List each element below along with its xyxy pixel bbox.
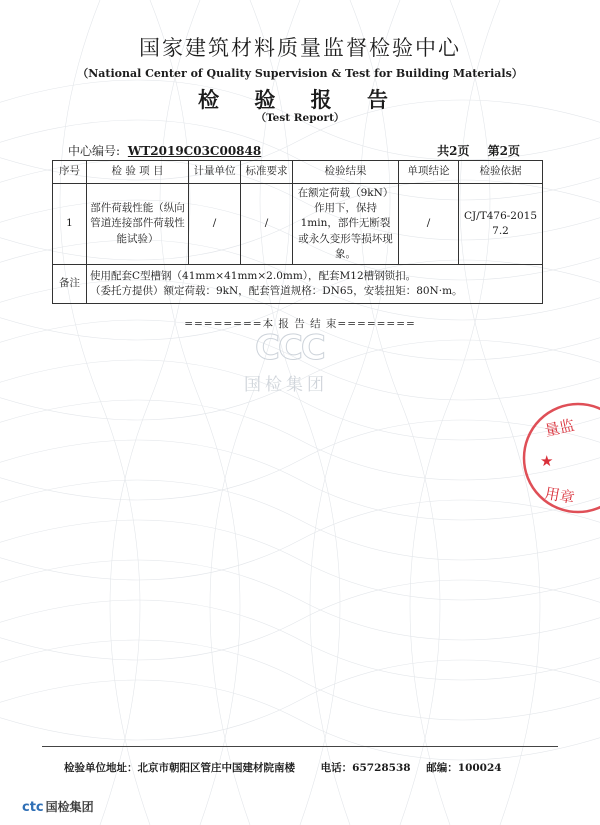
header-conclusion: 单项结论	[399, 161, 459, 184]
results-table	[52, 160, 543, 304]
report-end-marker: ========本 报 告 结 束========	[184, 318, 416, 330]
header-unit: 计量单位	[189, 161, 241, 184]
official-seal-stamp	[518, 398, 600, 518]
brand-name: 国检集团	[45, 800, 94, 814]
address-label: 检验单位地址：	[64, 762, 138, 774]
zip-label: 邮编：	[426, 762, 458, 774]
table-header-row	[53, 161, 543, 184]
table-row	[53, 184, 543, 265]
footer-divider	[42, 746, 558, 747]
header-no: 序号	[53, 161, 87, 184]
svg-text:用章: 用章	[543, 484, 576, 508]
report-title-cn: 检 验 报 告	[198, 87, 402, 112]
org-name-en: （National Center of Quality Supervision & Test for Building Materials）	[77, 67, 523, 80]
note-row	[53, 265, 543, 304]
header-result: 检验结果	[293, 161, 399, 184]
cell-item: 部件荷载性能（纵向管道连接部件荷载性能试验）	[87, 184, 189, 265]
header-standard: 标准要求	[241, 161, 293, 184]
phone: 65728538	[352, 762, 411, 774]
svg-text:★: ★	[540, 452, 554, 470]
page-info	[423, 142, 520, 159]
cell-basis: CJ/T476-2015 7.2	[459, 184, 543, 265]
zip: 100024	[457, 762, 502, 774]
brand-mark-icon: ctc	[22, 800, 44, 815]
note-line-2: （委托方提供）额定荷载：9kN，配套管道规格：DN65，安装扭矩：80N·m。	[90, 285, 463, 298]
total-pages: 共2页	[437, 144, 470, 158]
phone-label: 电话：	[320, 762, 353, 774]
footer-info	[64, 760, 544, 775]
note-content	[87, 265, 543, 304]
center-no: WT2019C03C00848	[127, 144, 262, 158]
header-basis: 检验依据	[459, 161, 543, 184]
cell-conclusion: /	[399, 184, 459, 265]
report-meta	[60, 142, 530, 159]
cell-unit: /	[189, 184, 241, 265]
header-item: 检 验 项 目	[87, 161, 189, 184]
report-title-en: （Test Report）	[255, 112, 345, 124]
note-line-1: 使用配套C型槽钢（41mm×41mm×2.0mm），配套M12槽钢锁扣。	[90, 269, 417, 282]
org-name-cn: 国家建筑材料质量监督检验中心	[139, 36, 461, 60]
center-no-label: 中心编号:	[68, 144, 121, 158]
brand-logo	[22, 798, 94, 815]
cell-standard: /	[241, 184, 293, 265]
watermark-logo: CCC	[255, 328, 324, 368]
svg-text:量监: 量监	[543, 416, 577, 440]
watermark-text: 国检集团	[244, 375, 328, 395]
current-page: 第2页	[487, 144, 520, 158]
cell-result: 在额定荷载（9kN）作用下，保持1min，部件无断裂或永久变形等损坏现象。	[293, 184, 399, 265]
note-label: 备注	[53, 265, 87, 304]
address: 北京市朝阳区管庄中国建材院南楼	[137, 762, 295, 774]
cell-no: 1	[53, 184, 87, 265]
